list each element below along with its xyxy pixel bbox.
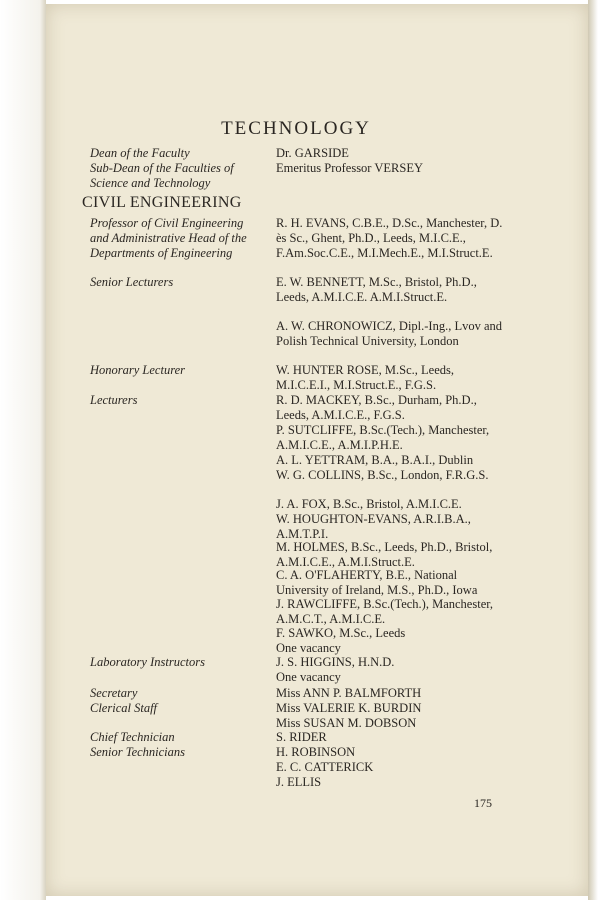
section-title: CIVIL ENGINEERING — [82, 194, 242, 211]
sub-dean-name: Emeritus Professor VERSEY — [276, 161, 423, 175]
staff-houghton-evans: W. HOUGHTON-EVANS, A.R.I.B.A., A.M.T.P.I. — [276, 512, 471, 541]
staff-yettram: A. L. YETTRAM, B.A., B.A.I., Dublin — [276, 453, 474, 467]
role-honorary-lecturer: Honorary Lecturer — [90, 363, 186, 377]
staff-evans: R. H. EVANS, C.B.E., D.Sc., Manchester, D. ès Sc., Ghent, Ph.D., Leeds, M.I.C.E., F.Am.Soc.C.E., M.I.Mech.E., M.I.Struct.E. — [276, 216, 503, 260]
staff-higgins: J. S. HIGGINS, H.N.D. — [276, 655, 395, 669]
role-senior-lecturers: Senior Lecturers — [90, 275, 174, 289]
staff-dobson: Miss SUSAN M. DOBSON — [276, 716, 417, 730]
staff-catterick: E. C. CATTERICK — [276, 760, 374, 774]
staff-oflaherty: C. A. O'FLAHERTY, B.E., National University of Ireland, M.S., Ph.D., Iowa — [276, 568, 478, 597]
role-clerical-staff: Clerical Staff — [90, 701, 158, 715]
staff-rawcliffe: J. RAWCLIFFE, B.Sc.(Tech.), Manchester, A.M.C.T., A.M.I.C.E. — [276, 597, 494, 626]
role-chief-technician: Chief Technician — [90, 730, 175, 744]
role-secretary: Secretary — [90, 686, 138, 700]
staff-burdin: Miss VALERIE K. BURDIN — [276, 701, 422, 715]
staff-sutcliffe: P. SUTCLIFFE, B.Sc.(Tech.), Manchester, A.M.I.C.E., A.M.I.P.H.E. — [276, 423, 490, 452]
staff-chronowicz: A. W. CHRONOWICZ, Dipl.-Ing., Lvov and Polish Technical University, London — [276, 319, 503, 348]
dean-role: Dean of the Faculty — [90, 146, 190, 160]
staff-balmforth: Miss ANN P. BALMFORTH — [276, 686, 422, 700]
staff-rose: W. HUNTER ROSE, M.Sc., Leeds, M.I.C.E.I., M.I.Struct.E., F.G.S. — [276, 363, 455, 392]
staff-ellis: J. ELLIS — [276, 775, 322, 789]
dean-name: Dr. GARSIDE — [276, 146, 349, 160]
staff-sawko: F. SAWKO, M.Sc., Leeds — [276, 626, 406, 640]
staff-vacancy: One vacancy — [276, 641, 341, 655]
staff-mackey: R. D. MACKEY, B.Sc., Durham, Ph.D., Leeds, A.M.I.C.E., F.G.S. — [276, 393, 477, 422]
role-senior-technicians: Senior Technicians — [90, 745, 186, 759]
staff-fox: J. A. FOX, B.Sc., Bristol, A.M.I.C.E. — [276, 497, 462, 511]
staff-holmes: M. HOLMES, B.Sc., Leeds, Ph.D., Bristol, A.M.I.C.E., A.M.I.Struct.E. — [276, 540, 493, 569]
role-lab-instructors: Laboratory Instructors — [90, 655, 205, 669]
staff-rider: S. RIDER — [276, 730, 327, 744]
staff-robinson: H. ROBINSON — [276, 745, 356, 759]
staff-vacancy: One vacancy — [276, 670, 341, 684]
page-number: 175 — [474, 796, 492, 810]
page-heading: TECHNOLOGY — [221, 118, 371, 139]
staff-bennett: E. W. BENNETT, M.Sc., Bristol, Ph.D., Leeds, A.M.I.C.E. A.M.I.Struct.E. — [276, 275, 477, 304]
role-lecturers: Lecturers — [90, 393, 138, 407]
sub-dean-role: Sub-Dean of the Faculties of Science and Technology — [90, 161, 234, 190]
staff-collins: W. G. COLLINS, B.Sc., London, F.R.G.S. — [276, 468, 489, 482]
role-professor: Professor of Civil Engineering and Administrative Head of the Departments of Engineering — [90, 216, 247, 260]
